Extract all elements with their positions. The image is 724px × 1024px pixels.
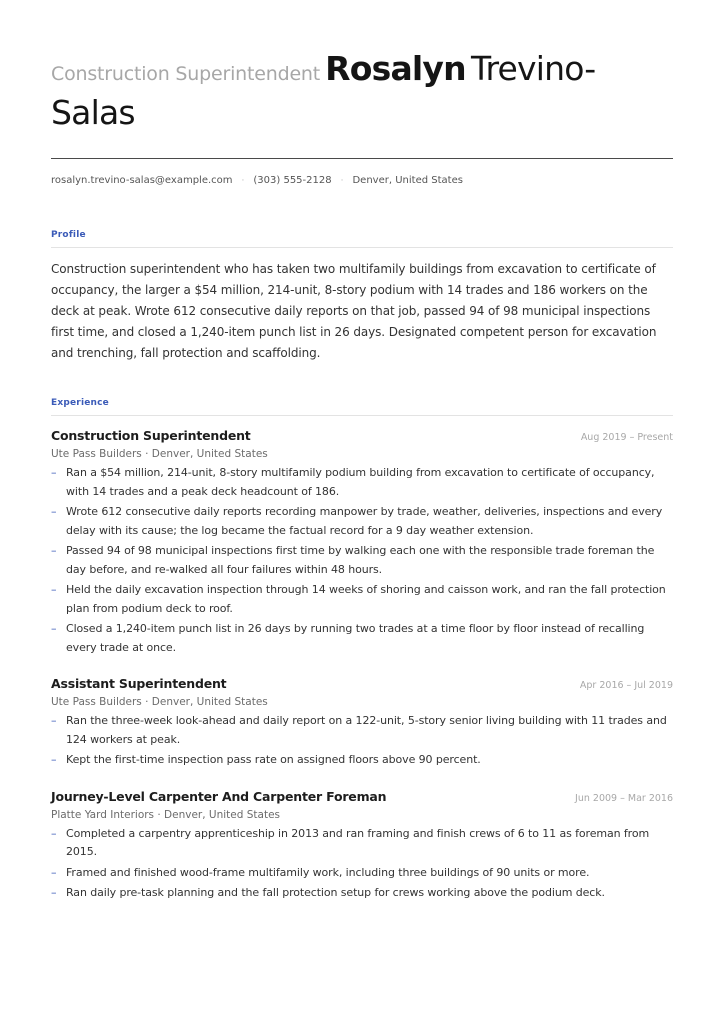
job-bullet (51, 884, 673, 903)
job-bullet (51, 751, 673, 770)
job-dates: Jun 2009 – Mar 2016 (575, 792, 673, 804)
job-bullet (51, 864, 673, 883)
profile-heading: Profile (51, 230, 86, 240)
bullet-dash: – (51, 466, 57, 479)
experience-heading: Experience (51, 398, 109, 408)
bullet-dash: – (51, 505, 57, 518)
section-divider (51, 415, 673, 416)
job-entry (51, 676, 673, 770)
resume-header (51, 50, 673, 138)
bullet-dash: – (51, 886, 57, 899)
job-header (51, 428, 673, 443)
job-employer: Platte Yard Interiors · Denver, United States (51, 808, 281, 821)
bullet-text: Kept the first-time inspection pass rate on assigned floors above 90 percent. (66, 753, 481, 766)
bullet-dash: – (51, 826, 57, 840)
job-bullet (51, 503, 673, 540)
bullet-text: Wrote 612 consecutive daily reports recording manpower by trade, weather, deliveries, inspections and every delay with its cause; the log became the factual record for a 9 day weather extension. (66, 505, 663, 537)
job-header (51, 789, 673, 804)
location: Denver, United States (352, 175, 463, 186)
bullet-dash: – (51, 544, 57, 557)
job-entry (51, 428, 673, 657)
job-bullet (51, 712, 673, 749)
job-bullet-list (51, 464, 673, 657)
job-header (51, 676, 673, 691)
profile-summary: Construction superintendent who has taken two multifamily buildings from excavation to certificate of occupancy, the larger a $54 million, 214-unit, 8-story podium with 14 trades and 186 workers on the deck at peak. Wrote 612 consecutive daily reports on that job, passed 94 of 98 municipal inspections first time, and closed a 1,240-item punch list in 26 days. Designated competent person for excavation and trenching, fall protection and scaffolding. (51, 262, 657, 360)
contact-line (51, 175, 673, 186)
job-bullet (51, 825, 673, 862)
job-bullet-list (51, 712, 673, 770)
job-employer: Ute Pass Builders · Denver, United States (51, 448, 268, 460)
job-title: Journey-Level Carpenter And Carpenter Foreman (51, 788, 387, 804)
bullet-dash: – (51, 622, 57, 635)
first-name: Rosalyn (325, 49, 466, 88)
bullet-text: Completed a carpentry apprenticeship in 2013 and ran framing and finish crews of 6 to 11 as foreman from 2015. (66, 826, 650, 858)
job-title-prefix: Construction Superintendent (51, 63, 321, 85)
contact-separator: · (340, 175, 344, 186)
bullet-text: Closed a 1,240-item punch list in 26 days by running two trades at a time floor by floor instead of recalling every trade at once. (66, 622, 645, 654)
bullet-dash: – (51, 583, 57, 596)
resume-page (51, 50, 673, 903)
email-link[interactable]: rosalyn.trevino-salas@example.com (51, 175, 233, 186)
bullet-dash: – (51, 753, 57, 766)
job-employer: Ute Pass Builders · Denver, United States (51, 696, 268, 708)
bullet-text: Framed and finished wood-frame multifamily work, including three buildings of 90 units or more. (66, 865, 590, 879)
job-bullet-list (51, 825, 673, 903)
bullet-dash: – (51, 714, 57, 727)
job-dates: Aug 2019 – Present (580, 432, 673, 443)
bullet-text: Ran the three-week look-ahead and daily report on a 122-unit, 5-story senior living building with 11 trades and 124 workers at peak. (66, 714, 667, 746)
last-name: Trevino-Salas (51, 49, 596, 132)
bullet-text: Ran daily pre-task planning and the fall protection setup for crews working above the podium deck. (66, 886, 605, 899)
job-bullet (51, 542, 673, 579)
job-title: Construction Superintendent (51, 428, 251, 443)
job-bullet (51, 581, 673, 618)
section-divider (51, 247, 673, 248)
header-divider (51, 158, 673, 159)
phone-number[interactable]: (303) 555-2128 (253, 175, 332, 186)
contact-separator: · (241, 175, 245, 186)
bullet-dash: – (51, 865, 57, 879)
bullet-text: Held the daily excavation inspection through 14 weeks of shoring and caisson work, and ran the fall protection plan from podium deck to roof. (66, 583, 666, 615)
job-bullet (51, 464, 673, 501)
bullet-text: Ran a $54 million, 214-unit, 8-story multifamily podium building from excavation to certificate of occupancy, with 14 trades and a peak deck headcount of 186. (66, 466, 655, 498)
job-dates: Apr 2016 – Jul 2019 (579, 680, 673, 691)
bullet-text: Passed 94 of 98 municipal inspections first time by walking each one with the responsible trade foreman the day before, and re-walked all four failures within 48 hours. (66, 544, 655, 576)
job-entry (51, 789, 673, 903)
job-title: Assistant Superintendent (51, 676, 227, 691)
job-bullet (51, 620, 673, 657)
